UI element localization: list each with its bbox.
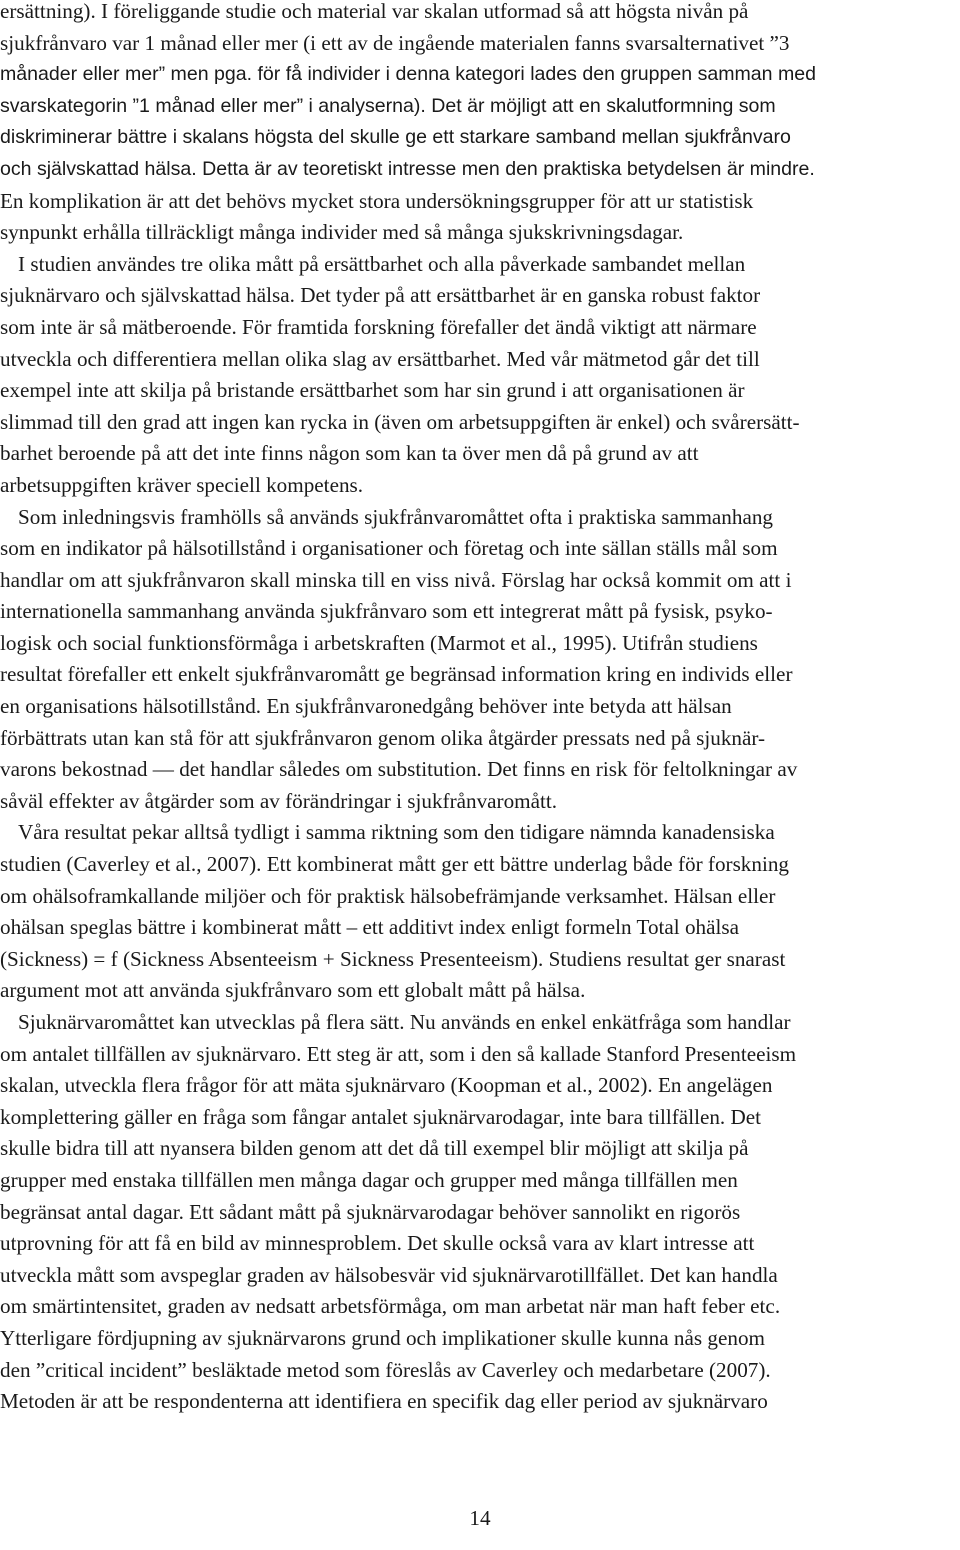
text-line: Ytterligare fördjupning av sjuknärvarons grund och implikationer skulle kunna nås genom: [0, 1325, 765, 1350]
text-line: I studien användes tre olika mått på ersättbarhet och alla påverkade sambandet mellan: [18, 251, 746, 276]
text-line: förbättrats utan kan stå för att sjukfrånvaron genom olika åtgärder pressats ned på sjuknär-: [0, 725, 766, 750]
text-line: som inte är så mätberoende. För framtida forskning förefaller det ändå viktigt att närmare: [0, 314, 757, 339]
text-line: utveckla mått som avspeglar graden av hälsobesvär vid sjuknärvarotillfället. Det kan handla: [0, 1262, 778, 1287]
text-line: sjukfrånvaro var 1 månad eller mer (i ett av de ingående materialen fanns svarsalternativet ”3: [0, 30, 790, 55]
text-line: logisk och social funktionsförmåga i arbetskraften (Marmot et al., 1995). Utifrån studiens: [0, 630, 758, 655]
text-line: Metoden är att be respondenterna att identifiera en specifik dag eller period av sjuknärvaro: [0, 1389, 768, 1414]
text-line: om ohälsoframkallande miljöer och för praktisk hälsobefrämjande verksamhet. Hälsan eller: [0, 883, 776, 908]
text-line: slimmad till den grad att ingen kan rycka in (även om arbetsuppgiften är enkel) och svårersätt-: [0, 409, 800, 434]
page-number: 14: [469, 1506, 491, 1530]
text-line: den ”critical incident” besläktade metod som föreslås av Caverley och medarbetare (2007).: [0, 1357, 771, 1382]
text-line: och självskattad hälsa. Detta är av teoretiskt intresse men den praktiska betydelsen är mindre.: [0, 157, 815, 180]
text-line: månader eller mer” men pga. för få individer i denna kategori lades den gruppen samman med: [0, 63, 816, 86]
text-line: utprovning för att få en bild av minnesproblem. Det skulle också vara av klart intresse att: [0, 1231, 755, 1256]
text-line: skulle bidra till att nyansera bilden genom att det då till exempel blir möjligt att skilja på: [0, 1136, 749, 1161]
text-line: exempel inte att skilja på bristande ersättbarhet som har sin grund i att organisationen är: [0, 378, 745, 403]
text-line: handlar om att sjukfrånvaron skall minska till en viss nivå. Förslag har också kommit om att i: [0, 567, 792, 592]
text-line: barhet beroende på att det inte finns någon som kan ta över men då på grund av att: [0, 441, 699, 466]
text-line: argument mot att använda sjukfrånvaro som ett globalt mått på hälsa.: [0, 978, 586, 1003]
text-line: resultat förefaller ett enkelt sjukfrånvaromått ge begränsad information kring en individs eller: [0, 662, 793, 687]
text-line: om antalet tillfällen av sjuknärvaro. Ett steg är att, som i den så kallade Stanford Presenteeism: [0, 1041, 797, 1066]
text-line: studien (Caverley et al., 2007). Ett kombinerat mått ger ett bättre underlag både för forskning: [0, 852, 789, 877]
text-line: (Sickness) = f (Sickness Absenteeism + Sickness Presenteeism). Studiens resultat ger snarast: [0, 946, 786, 971]
text-line: arbetsuppgiften kräver speciell kompetens.: [0, 472, 364, 497]
text-line: synpunkt erhålla tillräckligt många individer med så många sjukskrivningsdagar.: [0, 220, 684, 245]
text-line: som en indikator på hälsotillstånd i organisationer och företag och inte sällan ställs mål som: [0, 536, 778, 561]
text-line: ersättning). I föreliggande studie och material var skalan utformad så att högsta nivån på: [0, 0, 749, 23]
text-line: om smärtintensitet, graden av nedsatt arbetsförmåga, om man arbetat när man haft feber etc.: [0, 1294, 781, 1319]
text-line: ohälsan speglas bättre i kombinerat mått – ett additivt index enligt formeln Total ohälsa: [0, 915, 740, 940]
text-line: skalan, utveckla flera frågor för att mäta sjuknärvaro (Koopman et al., 2002). En angelägen: [0, 1073, 773, 1098]
text-line: Våra resultat pekar alltså tydligt i samma riktning som den tidigare nämnda kanadensiska: [18, 820, 775, 845]
text-line: Som inledningsvis framhölls så används sjukfrånvaromåttet ofta i praktiska sammanhang: [18, 504, 774, 529]
text-line: svarskategorin ”1 månad eller mer” i analyserna). Det är möjligt att en skalutformning som: [0, 94, 776, 117]
text-line: varons bekostnad — det handlar således om substitution. Det finns en risk för feltolkningar av: [0, 757, 798, 782]
text-line: grupper med enstaka tillfällen men många dagar och grupper med många tillfällen men: [0, 1167, 738, 1192]
text-line: Sjuknärvaromåttet kan utvecklas på flera sätt. Nu används en enkel enkätfråga som handlar: [18, 1010, 791, 1034]
text-line: utveckla och differentiera mellan olika slag av ersättbarhet. Med vår mätmetod går det till: [0, 346, 760, 371]
text-line: En komplikation är att det behövs mycket stora undersökningsgrupper för att ur statistisk: [0, 188, 754, 213]
text-line: såväl effekter av åtgärder som av förändringar i sjukfrånvaromått.: [0, 788, 558, 813]
text-line: komplettering gäller en fråga som fångar antalet sjuknärvarodagar, inte bara tillfällen. Det: [0, 1104, 762, 1129]
text-line: begränsat antal dagar. Ett sådant mått på sjuknärvarodagar behöver sannolikt en rigorös: [0, 1199, 741, 1224]
text-line: diskriminerar bättre i skalans högsta del skulle ge ett starkare samband mellan sjukfrånvaro: [0, 126, 791, 149]
text-line: sjuknärvaro och självskattad hälsa. Det tyder på att ersättbarhet är en ganska robust faktor: [0, 283, 761, 308]
text-line: en organisations hälsotillstånd. En sjukfrånvaronedgång behöver inte betyda att hälsan: [0, 694, 732, 719]
text-line: internationella sammanhang använda sjukfrånvaro som ett integrerat mått på fysisk, psyko-: [0, 599, 773, 624]
